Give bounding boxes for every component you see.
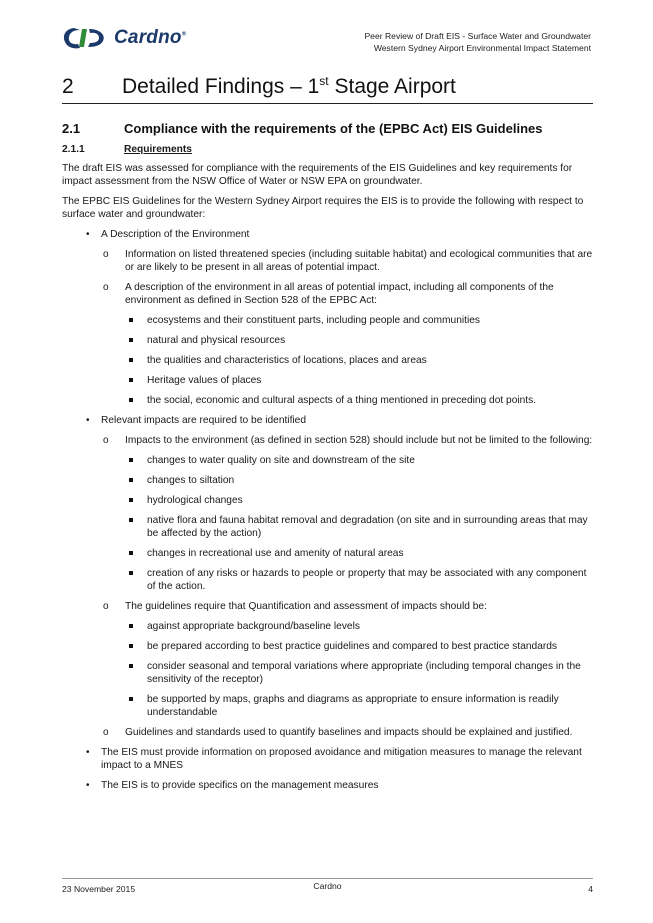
sub-list-item: o Impacts to the environment (as defined in section 528) should include but not be limited to the following: changes to water quality on site and downstream of the site changes to siltation hydrological changes native flora and fauna habitat removal and degradation (on site and in surrounding areas that may be affected by the action) changes in recreational use and amenity of natural areas creation of any risks or hazards to people or property that may be associated with any component of the action. — [103, 435, 593, 592]
document-body — [62, 122, 593, 799]
point-item: native flora and fauna habitat removal and degradation (on site and in surrounding areas that may be affected by the action) — [125, 514, 593, 540]
bullet-marker: • — [86, 415, 90, 426]
cardno-logo-icon — [60, 26, 110, 50]
square-marker — [129, 571, 133, 575]
point-item: natural and physical resources — [125, 334, 593, 347]
circle-marker: o — [103, 435, 109, 446]
square-marker — [129, 551, 133, 555]
list-item: • The EIS must provide information on proposed avoidance and mitigation measures to manage the relevant impact to a MNES — [86, 747, 582, 771]
point-item: changes to siltation — [125, 474, 593, 487]
point-list — [125, 454, 593, 593]
paragraph: The draft EIS was assessed for compliance with the requirements of the EIS Guidelines and key requirements for impact assessment from the NSW Office of Water or NSW EPA on groundwater. — [62, 163, 573, 187]
point-item: changes to water quality on site and downstream of the site — [125, 454, 593, 467]
square-marker — [129, 624, 133, 628]
square-marker — [129, 318, 133, 322]
square-marker — [129, 338, 133, 342]
chapter-number: 2 — [62, 75, 74, 98]
square-marker — [129, 458, 133, 462]
section-number: 2.1 — [62, 121, 81, 136]
list-item: • Relevant impacts are required to be identified o Impacts to the environment (as defined in section 528) should include but not be limited to the following: changes to water quality on site and downstream of the site changes to siltation hydrological changes native flora and fauna habitat removal and degradation (on site and in surrounding areas that may be affected by the action) changes in recreational use and amenity of natural areas creation of any risks or hazards to people or property that may be associated with any component of the action. o The guidelines require that Quantification and assessment of impacts should be: against appropriate background/baseline levels be prepared according to best practice guidelines and compared to best practice standards consider seasonal and temporal variations where appropriate (including temporal changes in the sensitivity of the receptor) be supported by maps, graphs and diagrams as appropriate to ensure information is readily understandable o Guidelines and standards used to quantify baselines and impacts should be explained and justified. — [86, 415, 593, 738]
point-item: changes in recreational use and amenity of natural areas — [125, 547, 593, 560]
bullet-marker: • — [86, 780, 90, 791]
page-number: 4 — [588, 884, 593, 894]
list-item: • The EIS is to provide specifics on the management measures — [86, 780, 379, 791]
circle-marker: o — [103, 282, 109, 293]
sub-list-item: o Information on listed threatened species (including suitable habitat) and ecological communities that are or are likely to be present in all areas of potential impact. — [103, 249, 593, 273]
footer-date: 23 November 2015 — [62, 884, 136, 894]
header-line-1: Peer Review of Draft EIS - Surface Water and Groundwater — [364, 31, 591, 41]
chapter-heading — [62, 74, 593, 104]
point-list — [125, 314, 593, 407]
header-line-2: Western Sydney Airport Environmental Impact Statement — [373, 42, 591, 53]
circle-marker: o — [103, 249, 109, 260]
logo-wordmark: Cardno® — [114, 27, 187, 48]
point-item: be prepared according to best practice guidelines and compared to best practice standards — [125, 640, 593, 653]
square-marker — [129, 644, 133, 648]
section-title: Compliance with the requirements of the (EPBC Act) EIS Guidelines — [124, 121, 543, 136]
point-item: the qualities and characteristics of locations, places and areas — [125, 354, 593, 367]
square-marker — [129, 358, 133, 362]
requirements-list — [62, 228, 593, 792]
point-item: ecosystems and their constituent parts, including people and communities — [125, 314, 593, 327]
point-item: be supported by maps, graphs and diagrams as appropriate to ensure information is readily understandable — [125, 693, 593, 719]
square-marker — [129, 697, 133, 701]
sub-list-item: o A description of the environment in all areas of potential impact, including all components of the environment as defined in Section 528 of the EPBC Act: ecosystems and their constituent parts, including people and communities natural and physical resources the qualities and characteristics of locations, places and areas Heritage values of places the social, economic and cultural aspects of a thing mentioned in preceding dot points. — [101, 281, 593, 407]
subsection-heading — [62, 143, 593, 156]
list-item: • A Description of the Environment o Information on listed threatened species (including suitable habitat) and ecological communities that are or are likely to be present in all areas of potential impact. o A description of the environment in all areas of potential impact, including all components of the environment as defined in Section 528 of the EPBC Act: ecosystems and their constituent parts, including people and communities natural and physical resources the qualities and characteristics of locations, places and areas Heritage values of places the social, economic and cultural aspects of a thing mentioned in preceding dot points. — [86, 229, 593, 406]
sub-list-item: o Guidelines and standards used to quantify baselines and impacts should be explained and justified. — [103, 727, 573, 738]
point-item: consider seasonal and temporal variations where appropriate (including temporal changes in the sensitivity of the receptor) — [125, 660, 593, 686]
square-marker — [129, 498, 133, 502]
paragraph: The EPBC EIS Guidelines for the Western Sydney Airport requires the EIS is to provide the following with respect to surface water and groundwater: — [62, 196, 584, 220]
cardno-logo — [60, 26, 186, 50]
square-marker — [129, 378, 133, 382]
circle-marker: o — [103, 601, 109, 612]
square-marker — [129, 664, 133, 668]
subsection-number: 2.1.1 — [62, 144, 85, 155]
sub-list — [101, 248, 593, 407]
square-marker — [129, 478, 133, 482]
bullet-marker: • — [86, 229, 90, 240]
square-marker — [129, 398, 133, 402]
circle-marker: o — [103, 727, 109, 738]
bullet-marker: • — [86, 747, 90, 758]
section-heading — [62, 122, 593, 135]
sub-list — [101, 434, 593, 739]
point-item: Heritage values of places — [125, 374, 593, 387]
point-item: the social, economic and cultural aspects of a thing mentioned in preceding dot points. — [125, 394, 593, 407]
footer-company: Cardno — [313, 881, 342, 891]
point-item: creation of any risks or hazards to people or property that may be associated with any component of the action. — [125, 567, 593, 593]
point-item: against appropriate background/baseline levels — [125, 620, 593, 633]
point-list — [125, 620, 593, 719]
header-title — [364, 31, 591, 54]
sub-list-item: o The guidelines require that Quantification and assessment of impacts should be: against appropriate background/baseline levels be prepared according to best practice guidelines and compared to best practice standards consider seasonal and temporal variations where appropriate (including temporal changes in the sensitivity of the receptor) be supported by maps, graphs and diagrams as appropriate to ensure information is readily understandable — [101, 600, 593, 719]
chapter-title: Detailed Findings – 1st Stage Airport — [122, 74, 456, 98]
subsection-title: Requirements — [124, 144, 192, 155]
point-item: hydrological changes — [125, 494, 593, 507]
square-marker — [129, 518, 133, 522]
page-footer — [62, 878, 593, 898]
